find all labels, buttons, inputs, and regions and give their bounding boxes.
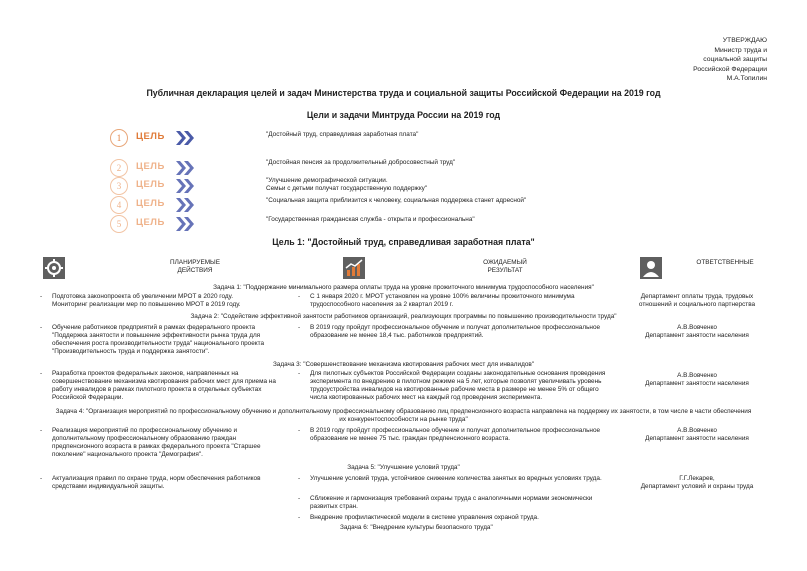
result-1: [298, 293, 575, 309]
column-header-line: ПЛАНИРУЕМЫЕ: [170, 259, 220, 266]
text-line: эксперимента по внедрению в пилотном режиме на 5 лет, которые позволят увеличивать уровень: [310, 378, 602, 385]
bullet-dash: -: [298, 427, 301, 434]
goal-word: ЦЕЛЬ: [136, 161, 165, 172]
approval-line: Министр труда и: [714, 46, 767, 54]
goal-number: 3: [110, 177, 128, 195]
text-line: Разработка проектов федеральных законов, направленных на: [52, 370, 239, 377]
text-line: С 1 января 2020 г. МРОТ установлен на уровне 100% величины прожиточного минимума: [310, 293, 575, 300]
text-line: числа квотированных рабочих мест на каждый год проведения эксперимента.: [310, 394, 543, 401]
text-line: развитых стран.: [310, 503, 358, 510]
text-line: Департамент оплаты труда, трудовых: [640, 293, 754, 300]
task-3-title: Задача 3: "Совершенствование механизма квотирования рабочих мест для инвалидов": [272, 361, 535, 368]
approval-line: Российской Федерации: [693, 65, 767, 73]
action-4: [40, 427, 261, 459]
goal-number: 1: [110, 129, 128, 147]
text-line: Задача 4: "Организация мероприятий по профессиональному обучению и дополнительному профессиональному образованию лиц предпенсионного возраста направлена на поддержку их занятости, в том числе в части обеспечения: [55, 408, 752, 415]
goal-text-5: "Государственная гражданская служба - открыта и профессиональна": [266, 216, 475, 223]
text-line: трудоустройства инвалидов на квотированные рабочие места в размере не менее 5% от общего: [310, 386, 599, 393]
goal-text-line: "Улучшение демографической ситуации.: [266, 177, 388, 184]
text-line: А.В.Вовченко: [677, 324, 717, 331]
text-line: Реализация мероприятий по профессиональному обучению и: [52, 427, 238, 434]
text-line: трудоспособного населения за 2 квартал 2019 г.: [310, 301, 454, 308]
responsible-4: [622, 427, 772, 443]
task-6-title: Задача 6: "Внедрение культуры безопасного труда": [340, 524, 493, 531]
text-line: Улучшение условий труда, устойчивое снижение количества занятых во вредных условиях труда.: [310, 475, 602, 482]
text-line: Г.Г.Лекарев,: [679, 475, 715, 482]
bullet-dash: -: [40, 324, 43, 331]
goal-text-line: Семьи с детьми получат государственную поддержку": [266, 185, 428, 192]
text-line: отношений и социального партнерства: [638, 301, 756, 308]
task-2-title: Задача 2: "Содействие эффективной занятости работников организаций, реализующих программы по повышению производительности труда": [190, 313, 617, 320]
result-3: [298, 370, 606, 402]
text-line: поколение" национального проекта "Демография".: [52, 451, 203, 458]
responsible-1: [622, 293, 772, 309]
text-line: Актуализация правил по охране труда, норм обеспечения работников: [52, 475, 261, 482]
document-title: Публичная декларация целей и задач Министерства труда и социальной защиты Российской Федерации на 2019 год: [146, 88, 661, 98]
result-5b: [298, 495, 593, 511]
bullet-dash: -: [298, 293, 301, 300]
text-line: Мониторинг реализации мер по повышению МРОТ в 2019 году.: [52, 301, 241, 308]
text-line: образование не менее 75 тыс. граждан предпенсионного возраста.: [310, 435, 511, 442]
goal-text-3: [266, 177, 427, 193]
approval-line: УТВЕРЖДАЮ: [722, 37, 767, 44]
column-header-result: [460, 259, 550, 275]
text-line: А.В.Вовченко: [677, 427, 717, 434]
action-3: [40, 370, 276, 402]
bullet-dash: -: [298, 324, 301, 331]
bullet-dash: -: [298, 370, 301, 377]
task-5-title: Задача 5: "Улучшение условий труда": [347, 464, 460, 471]
text-line: Российской Федерации.: [52, 394, 124, 401]
document-subtitle: Цели и задачи Минтруда России на 2019 год: [306, 110, 501, 120]
action-2: [40, 324, 265, 356]
bullet-dash: -: [298, 495, 301, 502]
text-line: Департамент условий и охраны труда: [640, 483, 754, 490]
text-line: средствами индивидуальной защиты.: [52, 483, 165, 490]
bullet-dash: -: [298, 514, 301, 521]
text-line: работу инвалидов в рамках пилотного проекта в отдельных субъектах: [52, 386, 262, 393]
approval-block: [693, 36, 767, 84]
text-line: Департамент занятости населения: [645, 435, 749, 442]
column-header-line: ДЕЙСТВИЯ: [177, 267, 213, 274]
result-2: [298, 324, 601, 340]
text-line: Внедрение профилактической модели в системе управления охраной труда.: [310, 514, 539, 521]
column-header-responsible: ОТВЕТСТВЕННЫЕ: [696, 259, 754, 266]
responsible-5: [622, 475, 772, 491]
chevron-right-icon: [176, 197, 198, 213]
goal-word: ЦЕЛЬ: [136, 131, 165, 142]
goal-text-4: "Социальная защита приблизится к человеку, социальная поддержка станет адресной": [266, 197, 527, 204]
text-line: Обучение работников предприятий в рамках федерального проекта: [52, 324, 256, 331]
goal-number: 2: [110, 159, 128, 177]
text-line: обеспечения роста производительности труда" национального проекта: [52, 340, 265, 347]
goal-word: ЦЕЛЬ: [136, 179, 165, 190]
bullet-dash: -: [40, 475, 43, 482]
action-5: [40, 475, 261, 491]
responsible-2: [622, 324, 772, 340]
text-line: Подготовка законопроекта об увеличении МРОТ в 2020 году.: [52, 293, 233, 300]
text-line: совершенствование механизма квотирования рабочих мест для приема на: [52, 378, 276, 385]
text-line: Сближение и гармонизация требований охраны труда с аналогичными нормами экономически: [310, 495, 593, 502]
text-line: В 2019 году пройдут профессиональное обучение и получат дополнительное профессиональное: [310, 427, 601, 434]
goal-number: 5: [110, 215, 128, 233]
person-icon: [640, 257, 662, 279]
result-4: [298, 427, 601, 443]
task-1-title: Задача 1: "Поддержание минимального размера оплаты труда на уровне прожиточного минимума трудоспособного населения": [213, 284, 594, 291]
text-line: образование не менее 18,4 тыс. работников предприятий.: [310, 332, 484, 339]
text-line: "Производительность труда и поддержка занятости".: [52, 348, 210, 355]
chevron-right-icon: [176, 130, 198, 146]
text-line: предпенсионного возраста в рамках федерального проекта "Старшее: [52, 443, 261, 450]
goal-word: ЦЕЛЬ: [136, 217, 165, 228]
result-5c: [298, 514, 539, 522]
chevron-right-icon: [176, 160, 198, 176]
section-title: Цель 1: "Достойный труд, справедливая заработная плата": [272, 237, 535, 247]
result-5a: [298, 475, 602, 483]
goal-number: 4: [110, 196, 128, 214]
action-1: [40, 293, 241, 309]
approval-line: М.А.Топилин: [726, 75, 767, 82]
column-header-line: РЕЗУЛЬТАТ: [487, 267, 523, 274]
text-line: "Поддержка занятости и повышение эффективности рынка труда для: [52, 332, 261, 339]
goal-text-1: "Достойный труд, справедливая заработная плата": [266, 131, 419, 138]
bullet-dash: -: [40, 370, 43, 377]
growth-chart-icon: [343, 257, 365, 279]
text-line: Департамент занятости населения: [645, 380, 749, 387]
bullet-dash: -: [40, 427, 43, 434]
bullet-dash: -: [298, 475, 301, 482]
gear-wrench-icon: [43, 257, 65, 279]
column-header-planned: [150, 259, 240, 275]
column-header-line: ОЖИДАЕМЫЙ: [483, 259, 527, 266]
chevron-right-icon: [176, 178, 198, 194]
approval-line: социальной защиты: [703, 56, 767, 63]
goal-word: ЦЕЛЬ: [136, 198, 165, 209]
responsible-3: [622, 372, 772, 388]
goal-text-2: "Достойная пенсия за продолжительный добросовестный труд": [266, 159, 456, 166]
text-line: Для пилотных субъектов Российской Федерации созданы законодательные основания проведения: [310, 370, 606, 377]
chevron-right-icon: [176, 216, 198, 232]
task-4-title: [0, 408, 807, 424]
bullet-dash: -: [40, 293, 43, 300]
text-line: А.В.Вовченко: [677, 372, 717, 379]
text-line: их конкурентоспособности на рынке труда": [339, 416, 468, 423]
text-line: В 2019 году пройдут профессиональное обучение и получат дополнительное профессиональное: [310, 324, 601, 331]
text-line: дополнительному профессиональному образованию граждан: [52, 435, 237, 442]
text-line: Департамент занятости населения: [645, 332, 749, 339]
